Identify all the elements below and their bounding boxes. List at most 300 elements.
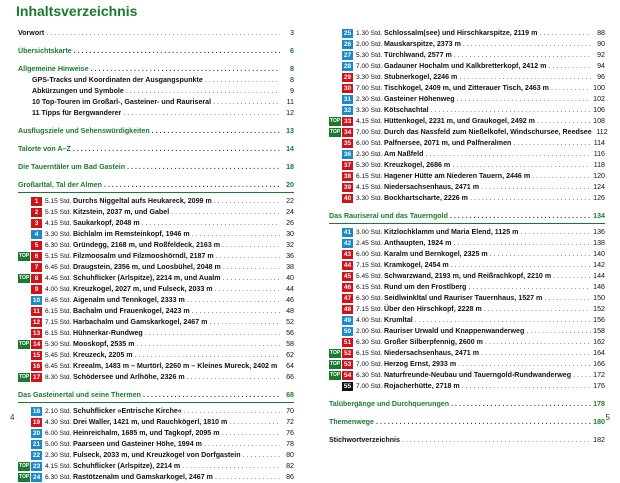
- toc-entry-tour-54[interactable]: [329, 370, 605, 381]
- leader-dots: [450, 211, 591, 222]
- tour-number: 35: [343, 140, 352, 147]
- toc-entry-page: 144: [593, 272, 605, 280]
- toc-entry-label: Harbachalm und Gamskarkogel, 2467 m: [73, 318, 208, 326]
- toc-entry-tour-31[interactable]: [329, 94, 605, 105]
- toc-entry-page: 138: [593, 239, 605, 247]
- leader-dots: [145, 328, 280, 339]
- toc-entry-page: 12: [286, 109, 294, 117]
- tour-number: 6: [31, 252, 42, 261]
- toc-entry-page: 100: [593, 84, 605, 92]
- toc-entry-tour-42[interactable]: [329, 238, 605, 249]
- tour-duration: 7.15 Std.: [356, 262, 383, 269]
- toc-entry-tour-19[interactable]: [18, 417, 294, 428]
- tour-number: 39: [343, 184, 352, 191]
- tour-duration: 2.30 Std.: [45, 452, 72, 459]
- tour-duration: 5.30 Std.: [356, 162, 383, 169]
- toc-entry-tour-3[interactable]: [18, 218, 294, 229]
- toc-entry-tour-48[interactable]: [329, 304, 605, 315]
- toc-entry-tour-28[interactable]: [329, 61, 605, 72]
- toc-entry-tour-25[interactable]: [329, 28, 605, 39]
- toc-entry-black[interactable]: [329, 435, 605, 446]
- toc-entry-green[interactable]: [329, 417, 605, 428]
- leader-dots: [548, 61, 591, 72]
- tour-duration: 4.15 Std.: [45, 220, 72, 227]
- toc-entry-tour-18[interactable]: [18, 406, 294, 417]
- toc-entry-tour-32[interactable]: [329, 105, 605, 116]
- toc-entry-tour-16[interactable]: [18, 361, 294, 372]
- toc-entry-label: Schuhflicker »Entrische Kirche«: [73, 407, 182, 415]
- tour-number: 28: [343, 63, 352, 70]
- toc-entry-tour-15[interactable]: [18, 350, 294, 361]
- toc-entry-tour-8[interactable]: [18, 273, 294, 284]
- top-tour-badge: TOP: [19, 253, 30, 259]
- tour-badge: [18, 208, 42, 217]
- toc-entry-tour-52[interactable]: [329, 348, 605, 359]
- toc-entry-tour-20[interactable]: [18, 428, 294, 439]
- tour-number: 25: [343, 30, 352, 37]
- tour-badge: [18, 219, 42, 228]
- toc-entry-page: 88: [597, 29, 605, 37]
- toc-entry-label: Die Tauerntäler um Bad Gastein: [18, 163, 126, 171]
- toc-entry-label: Rastötzenalm und Gamskarkogel, 2467 m: [73, 473, 213, 481]
- toc-entry-page: 112: [596, 128, 608, 136]
- leader-dots: [468, 282, 591, 293]
- spacer: [18, 57, 294, 64]
- toc-entry-sub[interactable]: [18, 75, 294, 86]
- tour-number: 7: [31, 263, 42, 272]
- toc-entry-tour-11[interactable]: [18, 306, 294, 317]
- tour-badge: [329, 139, 353, 148]
- toc-entry-tour-7[interactable]: [18, 262, 294, 273]
- tour-number: 33: [343, 118, 352, 125]
- toc-entry-tour-12[interactable]: [18, 317, 294, 328]
- toc-entry-page: 136: [593, 228, 605, 236]
- tour-badge: [18, 362, 42, 371]
- toc-entry-page: 8: [290, 76, 294, 84]
- toc-entry-green[interactable]: [329, 399, 605, 410]
- section-divider: [18, 402, 294, 403]
- toc-entry-label: Großarltal, Tal der Almen: [18, 181, 102, 189]
- tour-badge: [18, 285, 42, 294]
- toc-entry-tour-45[interactable]: [329, 271, 605, 282]
- toc-entry-label: Hagener Hütte am Niederen Tauern, 2446 m: [384, 172, 531, 180]
- tour-duration: 6.45 Std.: [45, 297, 72, 304]
- toc-entry-page: 9: [290, 87, 294, 95]
- leader-dots: [526, 326, 591, 337]
- tour-badge: [329, 239, 353, 248]
- leader-dots: [402, 435, 591, 446]
- toc-entry-page: 94: [597, 62, 605, 70]
- tour-badge: [18, 263, 42, 272]
- toc-entry-page: 24: [286, 208, 294, 216]
- toc-entry-page: 142: [593, 261, 605, 269]
- toc-entry-page: 164: [593, 349, 605, 357]
- toc-entry-page: 172: [593, 371, 605, 379]
- tour-duration: 4.15 Std.: [45, 463, 72, 470]
- toc-entry-tour-14[interactable]: [18, 339, 294, 350]
- tour-duration: 5.15 Std.: [45, 198, 72, 205]
- leader-dots: [537, 116, 591, 127]
- tour-duration: 3.00 Std.: [356, 229, 383, 236]
- toc-entry-label: Herzog Ernst, 2933 m: [384, 360, 457, 368]
- toc-entry-section[interactable]: [329, 211, 605, 222]
- tour-duration: 3.30 Std.: [356, 107, 383, 114]
- tour-number: 55: [343, 383, 352, 390]
- toc-entry-tour-30[interactable]: [329, 83, 605, 94]
- tour-number: 2: [31, 208, 42, 217]
- toc-entry-tour-34[interactable]: [329, 127, 608, 138]
- toc-entry-tour-41[interactable]: [329, 227, 605, 238]
- tour-number: 46: [343, 284, 352, 291]
- toc-entry-page: 108: [593, 117, 605, 125]
- toc-entry-page: 6: [290, 47, 294, 55]
- toc-entry-tour-10[interactable]: [18, 295, 294, 306]
- toc-entry-tour-55[interactable]: [329, 381, 605, 392]
- leader-dots: [182, 461, 280, 472]
- leader-dots: [135, 350, 280, 361]
- toc-entry-sub[interactable]: [18, 86, 294, 97]
- toc-entry-tour-23[interactable]: [18, 461, 294, 472]
- spacer: [329, 410, 605, 417]
- toc-entry-page: 44: [286, 285, 294, 293]
- toc-entry-label: Talübergänge und Durchquerungen: [329, 400, 450, 408]
- toc-entry-label: Kramkogel, 2454 m: [384, 261, 449, 269]
- leader-dots: [229, 417, 280, 428]
- leader-dots: [205, 75, 280, 86]
- tour-number: 27: [343, 52, 352, 59]
- tour-duration: 3.30 Std.: [356, 195, 383, 202]
- toc-entry-tour-33[interactable]: [329, 116, 605, 127]
- toc-entry-label: Niedersachsenhaus, 2471 m: [384, 349, 480, 357]
- leader-dots: [462, 381, 591, 392]
- toc-entry-page: 176: [593, 382, 605, 390]
- toc-entry-black[interactable]: [18, 28, 294, 39]
- leader-dots: [452, 160, 591, 171]
- tour-number: 36: [343, 151, 352, 158]
- toc-entry-tour-5[interactable]: [18, 240, 294, 251]
- toc-entry-page: 90: [597, 40, 605, 48]
- toc-entry-label: Kötschachtal: [384, 106, 429, 114]
- leader-dots: [213, 97, 280, 108]
- tour-badge: [329, 349, 353, 358]
- toc-entry-label: Bockhartscharte, 2226 m: [384, 194, 468, 202]
- tour-duration: 6.00 Std.: [356, 140, 383, 147]
- toc-entry-sub[interactable]: [18, 108, 294, 119]
- toc-entry-label: Kitzstein, 2037 m, und Gabel: [73, 208, 170, 216]
- tour-number: 52: [343, 350, 352, 357]
- toc-entry-tour-47[interactable]: [329, 293, 605, 304]
- tour-badge: [18, 318, 42, 327]
- toc-entry-tour-40[interactable]: [329, 193, 605, 204]
- tour-number: 1: [31, 197, 42, 206]
- toc-entry-tour-39[interactable]: [329, 182, 605, 193]
- toc-entry-label: Gasteiner Höhenweg: [384, 95, 455, 103]
- page-title: Inhaltsverzeichnis: [16, 3, 138, 19]
- toc-entry-page: 3: [290, 29, 294, 37]
- tour-number: 53: [343, 361, 352, 368]
- toc-entry-green[interactable]: [18, 162, 294, 173]
- tour-number: 45: [343, 273, 352, 280]
- tour-badge: [329, 261, 353, 270]
- leader-dots: [223, 262, 280, 273]
- toc-entry-page: 166: [593, 360, 605, 368]
- toc-entry-label: Filzmoosalm und Filzmooshörndl, 2187 m: [73, 252, 214, 260]
- tour-number: 4: [31, 230, 42, 239]
- tour-duration: 4.00 Std.: [45, 286, 72, 293]
- toc-entry-tour-6[interactable]: [18, 251, 294, 262]
- toc-entry-section[interactable]: [18, 180, 294, 191]
- toc-entry-tour-22[interactable]: [18, 450, 294, 461]
- leader-dots: [184, 406, 280, 417]
- toc-entry-page: 30: [286, 230, 294, 238]
- toc-entry-page: 126: [593, 194, 605, 202]
- leader-dots: [279, 361, 280, 372]
- tour-duration: 5.30 Std.: [356, 52, 383, 59]
- toc-entry-tour-13[interactable]: [18, 328, 294, 339]
- toc-entry-sub[interactable]: [18, 97, 294, 108]
- toc-entry-page: 64: [286, 362, 294, 370]
- tour-badge: [329, 283, 353, 292]
- leader-dots: [187, 295, 280, 306]
- toc-entry-page: 114: [593, 139, 605, 147]
- leader-dots: [46, 28, 280, 39]
- tour-duration: 5.45 Std.: [356, 273, 383, 280]
- toc-entry-tour-2[interactable]: [18, 207, 294, 218]
- toc-entry-page: 13: [286, 127, 294, 135]
- toc-entry-label: Seidlwinkltal und Rauriser Tauernhaus, 1527 m: [384, 294, 543, 302]
- tour-badge: [18, 329, 42, 338]
- tour-number: 26: [343, 41, 352, 48]
- toc-entry-tour-4[interactable]: [18, 229, 294, 240]
- toc-entry-tour-29[interactable]: [329, 72, 605, 83]
- toc-entry-page: 20: [286, 181, 294, 189]
- leader-dots: [490, 249, 591, 260]
- leader-dots: [222, 428, 280, 439]
- toc-entry-tour-24[interactable]: [18, 472, 294, 483]
- tour-duration: 2.30 Std.: [356, 151, 383, 158]
- leader-dots: [91, 64, 280, 75]
- toc-entry-page: 180: [593, 418, 605, 426]
- leader-dots: [551, 83, 591, 94]
- toc-entry-page: 38: [286, 263, 294, 271]
- leader-dots: [481, 348, 591, 359]
- toc-entry-page: 146: [593, 283, 605, 291]
- tour-number: 23: [32, 463, 41, 470]
- leader-dots: [544, 293, 591, 304]
- toc-entry-label: Türchlwand, 2577 m: [384, 51, 452, 59]
- leader-dots: [216, 251, 280, 262]
- toc-entry-label: Am Naßfeld: [384, 150, 424, 158]
- tour-badge: [329, 62, 353, 71]
- toc-entry-page: 72: [286, 418, 294, 426]
- toc-entry-label: Schlossalm(see) und Hirschkarspitze, 2119 m: [384, 29, 538, 37]
- tour-badge: [329, 194, 353, 203]
- toc-entry-tour-51[interactable]: [329, 337, 605, 348]
- leader-dots: [74, 46, 280, 57]
- toc-entry-label: Übersichtskarte: [18, 47, 72, 55]
- toc-entry-page: 92: [597, 51, 605, 59]
- leader-dots: [215, 472, 280, 483]
- tour-duration: 4.15 Std.: [356, 118, 383, 125]
- tour-badge: [18, 373, 42, 382]
- top-tour-badge: TOP: [330, 372, 341, 378]
- leader-dots: [192, 229, 280, 240]
- top-tour-badge: TOP: [19, 275, 30, 281]
- tour-number: 51: [343, 339, 352, 346]
- tour-number: 37: [343, 162, 352, 169]
- toc-left-column: [18, 28, 294, 483]
- toc-entry-tour-36[interactable]: [329, 149, 605, 160]
- toc-entry-label: Aigenalm und Tennkogel, 2333 m: [73, 296, 185, 304]
- tour-duration: 7.00 Std.: [356, 129, 383, 136]
- toc-entry-label: Talorte von A–Z: [18, 145, 71, 153]
- tour-badge: [329, 51, 353, 60]
- tour-badge: [18, 252, 42, 261]
- toc-entry-tour-35[interactable]: [329, 138, 605, 149]
- tour-number: 29: [343, 74, 352, 81]
- tour-badge: [329, 106, 353, 115]
- tour-number: 54: [343, 372, 352, 379]
- toc-entry-label: Vorwort: [18, 29, 45, 37]
- spacer: [18, 39, 294, 46]
- toc-entry-tour-26[interactable]: [329, 39, 605, 50]
- toc-entry-label: Fulseck, 2033 m, und Kreuzkogel von Dorfgastein: [73, 451, 241, 459]
- toc-entry-tour-17[interactable]: [18, 372, 294, 383]
- tour-number: 19: [32, 419, 41, 426]
- toc-entry-tour-21[interactable]: [18, 439, 294, 450]
- toc-entry-label: Heinreichalm, 1685 m, und Tagkopf, 2095 m: [73, 429, 220, 437]
- toc-entry-label: Karalm und Bernkogel, 2325 m: [384, 250, 488, 258]
- toc-entry-tour-50[interactable]: [329, 326, 605, 337]
- tour-badge: [329, 73, 353, 82]
- toc-entry-page: 14: [286, 145, 294, 153]
- tour-badge: [18, 340, 42, 349]
- tour-number: 12: [32, 319, 41, 326]
- toc-entry-page: 118: [593, 161, 605, 169]
- top-tour-badge: TOP: [19, 474, 30, 480]
- toc-entry-label: Rauriser Urwald und Knappenwanderweg: [384, 327, 525, 335]
- toc-entry-page: 152: [593, 305, 605, 313]
- tour-duration: 7.00 Std.: [356, 85, 383, 92]
- toc-entry-label: Drei Waller, 1421 m, und Rauchkögerl, 1810 m: [73, 418, 228, 426]
- tour-duration: 6.15 Std.: [356, 284, 383, 291]
- tour-number: 20: [32, 430, 41, 437]
- toc-entry-label: Das Rauriseral und das Tauerngold: [329, 212, 448, 220]
- tour-number: 5: [31, 241, 42, 250]
- toc-entry-tour-27[interactable]: [329, 50, 605, 61]
- toc-entry-page: 134: [593, 212, 605, 220]
- leader-dots: [573, 370, 591, 381]
- tour-badge: [18, 296, 42, 305]
- page-number-left: 4: [10, 413, 15, 422]
- leader-dots: [520, 227, 591, 238]
- toc-entry-tour-37[interactable]: [329, 160, 605, 171]
- tour-duration: 1.30 Std.: [356, 30, 383, 37]
- toc-entry-label: Ausflugsziele und Sehenswürdigkeiten: [18, 127, 150, 135]
- toc-entry-label: Schödersee und Arlhöhe, 2326 m: [73, 373, 185, 381]
- leader-dots: [451, 260, 591, 271]
- toc-entry-label: Bachalm und Frauenkogel, 2423 m: [73, 307, 190, 315]
- toc-entry-label: Hüttenkogel, 2231 m, und Graukogel, 2492 m: [384, 117, 535, 125]
- toc-entry-green[interactable]: [18, 46, 294, 57]
- tour-badge: [18, 274, 42, 283]
- leader-dots: [453, 238, 591, 249]
- toc-entry-tour-9[interactable]: [18, 284, 294, 295]
- tour-duration: 4.15 Std.: [356, 184, 383, 191]
- top-tour-badge: TOP: [19, 463, 30, 469]
- tour-number: 34: [343, 129, 352, 136]
- toc-entry-green[interactable]: [18, 64, 294, 75]
- toc-entry-page: 56: [286, 329, 294, 337]
- toc-entry-tour-38[interactable]: [329, 171, 605, 182]
- tour-badge: [329, 338, 353, 347]
- toc-entry-green[interactable]: [18, 126, 294, 137]
- toc-entry-tour-49[interactable]: [329, 315, 605, 326]
- tour-number: 44: [343, 262, 352, 269]
- toc-entry-page: 78: [286, 440, 294, 448]
- toc-entry-label: Naturfreunde-Neubau und Tauerngold-Rundwanderweg: [384, 371, 572, 379]
- tour-badge: [329, 40, 353, 49]
- leader-dots: [123, 108, 280, 119]
- tour-badge: [329, 183, 353, 192]
- tour-duration: 7.00 Std.: [356, 63, 383, 70]
- tour-badge: [18, 307, 42, 316]
- toc-entry-label: Durchs Niggeltal aufs Heukareck, 2099 m: [73, 197, 212, 205]
- tour-number: 30: [343, 85, 352, 92]
- toc-entry-page: 26: [286, 219, 294, 227]
- toc-entry-page: 22: [286, 197, 294, 205]
- leader-dots: [470, 193, 591, 204]
- toc-entry-page: 8: [290, 65, 294, 73]
- toc-entry-page: 52: [286, 318, 294, 326]
- leader-dots: [484, 304, 591, 315]
- tour-number: 18: [32, 408, 41, 415]
- tour-badge: [329, 294, 353, 303]
- toc-entry-tour-43[interactable]: [329, 249, 605, 260]
- toc-entry-page: 162: [593, 338, 605, 346]
- toc-entry-tour-1[interactable]: [18, 196, 294, 207]
- toc-entry-tour-44[interactable]: [329, 260, 605, 271]
- toc-entry-label: Hühnerkar-Rundweg: [73, 329, 143, 337]
- tour-badge: [329, 117, 353, 126]
- leader-dots: [458, 359, 591, 370]
- toc-entry-page: 150: [593, 294, 605, 302]
- spacer: [329, 428, 605, 435]
- tour-number: 43: [343, 251, 352, 258]
- toc-entry-label: Kitzlochklamm und Maria Elend, 1125 m: [384, 228, 519, 236]
- tour-duration: 3.30 Std.: [45, 231, 72, 238]
- toc-entry-green[interactable]: [18, 144, 294, 155]
- toc-entry-page: 124: [593, 183, 605, 191]
- tour-badge: [329, 150, 353, 159]
- leader-dots: [451, 399, 591, 410]
- spacer: [18, 383, 294, 390]
- leader-dots: [481, 182, 591, 193]
- tour-badge: [329, 272, 353, 281]
- tour-badge: [329, 371, 353, 380]
- toc-entry-section[interactable]: [18, 390, 294, 401]
- toc-entry-tour-46[interactable]: [329, 282, 605, 293]
- toc-entry-label: Durch das Nassfeld zum Nießelkofel, Windschursee, Reedsee: [384, 128, 592, 136]
- tour-duration: 4.30 Std.: [45, 419, 72, 426]
- leader-dots: [152, 126, 280, 137]
- tour-number: 17: [32, 374, 41, 381]
- leader-dots: [143, 390, 280, 401]
- toc-entry-tour-53[interactable]: [329, 359, 605, 370]
- toc-entry-label: Rojacherhütte, 2718 m: [384, 382, 460, 390]
- tour-duration: 2.30 Std.: [356, 96, 383, 103]
- toc-entry-page: 86: [286, 473, 294, 481]
